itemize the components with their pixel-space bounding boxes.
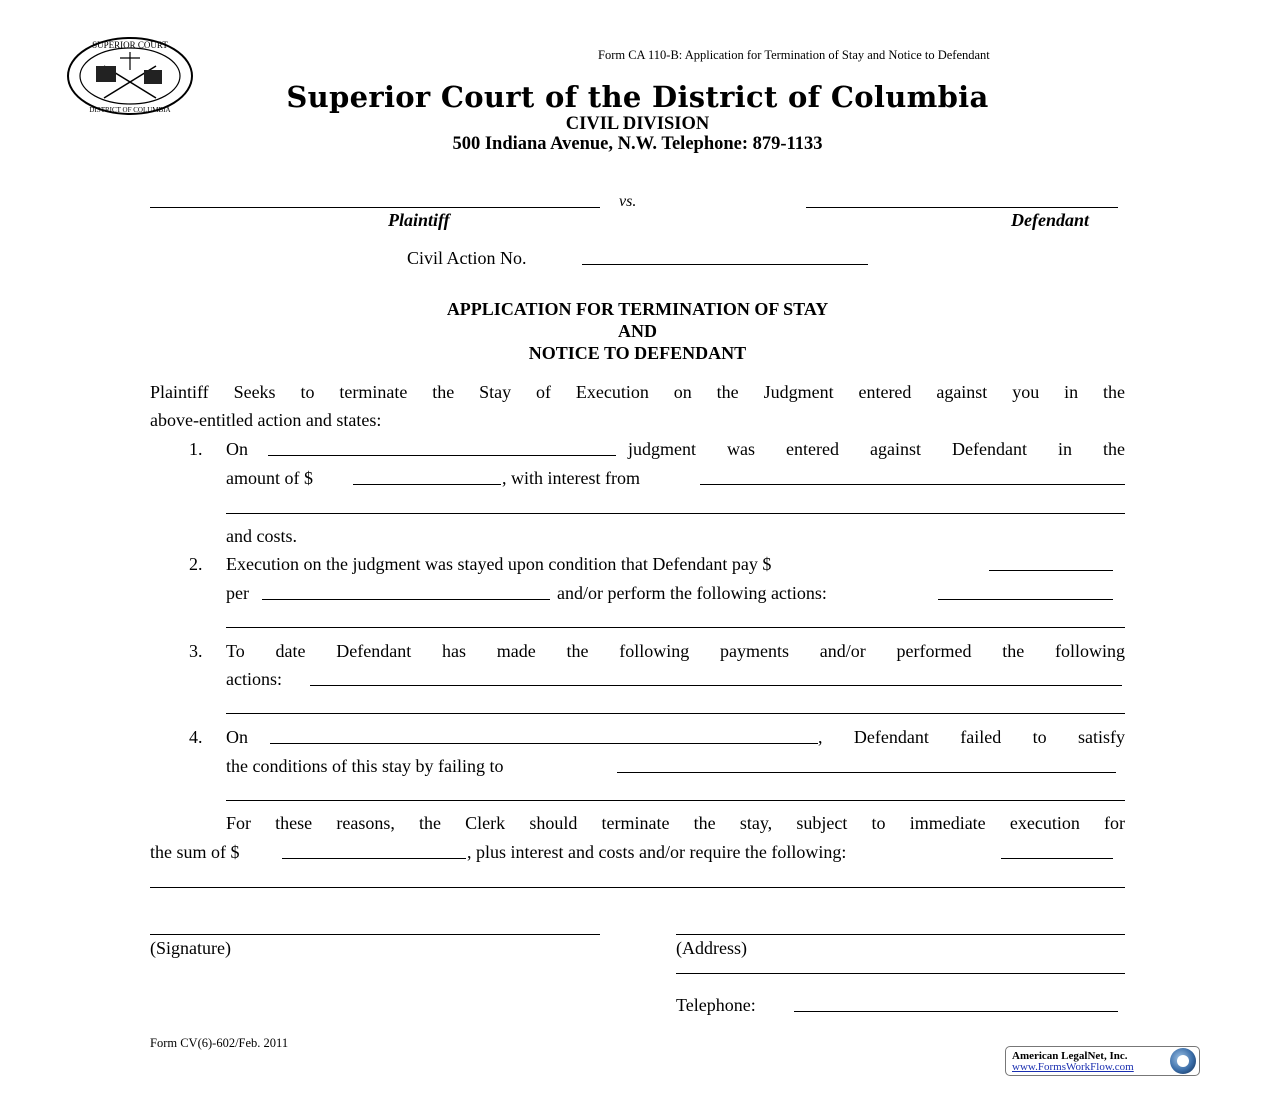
telephone-label: Telephone: bbox=[676, 995, 756, 1015]
item-4-on-label: On bbox=[226, 727, 248, 747]
intro-line1: Plaintiff Seeks to terminate the Stay of Execution on the Judgment entered against you in the bbox=[150, 382, 1125, 402]
civil-action-field[interactable] bbox=[582, 264, 868, 265]
item-3-number: 3. bbox=[189, 641, 203, 661]
court-title: Superior Court of the District of Columbia bbox=[286, 80, 989, 114]
stay-actions-continued-field[interactable] bbox=[226, 627, 1125, 628]
failure-date-field[interactable] bbox=[270, 743, 818, 744]
stay-actions-field[interactable] bbox=[938, 599, 1113, 600]
item-1-interest-label: , with interest from bbox=[502, 468, 640, 488]
form-title-line1: APPLICATION FOR TERMINATION OF STAY bbox=[446, 299, 829, 319]
item-1-on-label: On bbox=[226, 439, 248, 459]
item-3-actions-label: actions: bbox=[226, 669, 282, 689]
vs-label: vs. bbox=[619, 193, 637, 210]
payment-amount-field[interactable] bbox=[989, 570, 1113, 571]
item-2-text: Execution on the judgment was stayed upon condition that Defendant pay $ bbox=[226, 554, 772, 574]
require-following-continued-field[interactable] bbox=[150, 887, 1125, 888]
conclusion-line1: For these reasons, the Clerk should terminate the stay, subject to immediate execution for bbox=[226, 813, 1125, 833]
division-name: CIVIL DIVISION bbox=[565, 114, 710, 134]
form-title-line2: AND bbox=[618, 321, 657, 341]
american-legalnet-badge[interactable] bbox=[1005, 1046, 1200, 1076]
interest-continued-field[interactable] bbox=[226, 513, 1125, 514]
judgment-amount-field[interactable] bbox=[353, 484, 501, 485]
item-1-judgment-text: judgment was entered against Defendant in the bbox=[628, 439, 1125, 459]
globe-logo-icon bbox=[1170, 1048, 1196, 1074]
item-4-number: 4. bbox=[189, 727, 203, 747]
footer-form-number: Form CV(6)-602/Feb. 2011 bbox=[150, 1036, 289, 1050]
item-1-costs-label: and costs. bbox=[226, 526, 297, 546]
conclusion-sum-label: the sum of $ bbox=[150, 842, 240, 862]
badge-company: American LegalNet, Inc. bbox=[1012, 1050, 1128, 1062]
conclusion-plus-label: , plus interest and costs and/or require the following: bbox=[467, 842, 847, 862]
item-2-number: 2. bbox=[189, 554, 203, 574]
item-3-text: To date Defendant has made the following payments and/or performed the following bbox=[226, 641, 1125, 661]
signature-label: (Signature) bbox=[150, 938, 231, 958]
form-title-line3: NOTICE TO DEFENDANT bbox=[528, 343, 747, 363]
badge-url-link[interactable]: www.FormsWorkFlow.com bbox=[1012, 1061, 1134, 1073]
payments-made-field[interactable] bbox=[310, 685, 1122, 686]
failure-reason-field[interactable] bbox=[617, 772, 1116, 773]
execution-sum-field[interactable] bbox=[282, 858, 466, 859]
plaintiff-label: Plaintiff bbox=[388, 210, 450, 230]
address-field[interactable] bbox=[676, 934, 1125, 935]
item-2-actions-label: and/or perform the following actions: bbox=[557, 583, 827, 603]
payments-made-continued-field[interactable] bbox=[226, 713, 1125, 714]
item-1-amount-label: amount of $ bbox=[226, 468, 313, 488]
address-line2-field[interactable] bbox=[676, 973, 1125, 974]
judgment-date-field[interactable] bbox=[268, 455, 616, 456]
defendant-field[interactable] bbox=[806, 207, 1118, 208]
plaintiff-field[interactable] bbox=[150, 207, 600, 208]
civil-action-label: Civil Action No. bbox=[407, 248, 527, 268]
signature-field[interactable] bbox=[150, 934, 600, 935]
item-4-conditions-label: the conditions of this stay by failing to bbox=[226, 756, 504, 776]
address-label: (Address) bbox=[676, 938, 747, 958]
failure-reason-continued-field[interactable] bbox=[226, 800, 1125, 801]
seal-text-bottom: DISTRICT OF COLUMBIA bbox=[89, 106, 171, 114]
payment-period-field[interactable] bbox=[262, 599, 550, 600]
require-following-field[interactable] bbox=[1001, 858, 1113, 859]
intro-line2: above-entitled action and states: bbox=[150, 410, 382, 430]
seal-text-top: SUPERIOR COURT bbox=[92, 40, 168, 50]
telephone-field[interactable] bbox=[794, 1011, 1118, 1012]
item-1-number: 1. bbox=[189, 439, 203, 459]
item-4-failed-text: , Defendant failed to satisfy bbox=[818, 727, 1125, 747]
defendant-label: Defendant bbox=[1011, 210, 1089, 230]
item-2-per-label: per bbox=[226, 583, 249, 603]
court-address: 500 Indiana Avenue, N.W. Telephone: 879-1133 bbox=[452, 134, 823, 154]
interest-from-field[interactable] bbox=[700, 484, 1125, 485]
form-id-header: Form CA 110-B: Application for Termination of Stay and Notice to Defendant bbox=[598, 48, 990, 62]
